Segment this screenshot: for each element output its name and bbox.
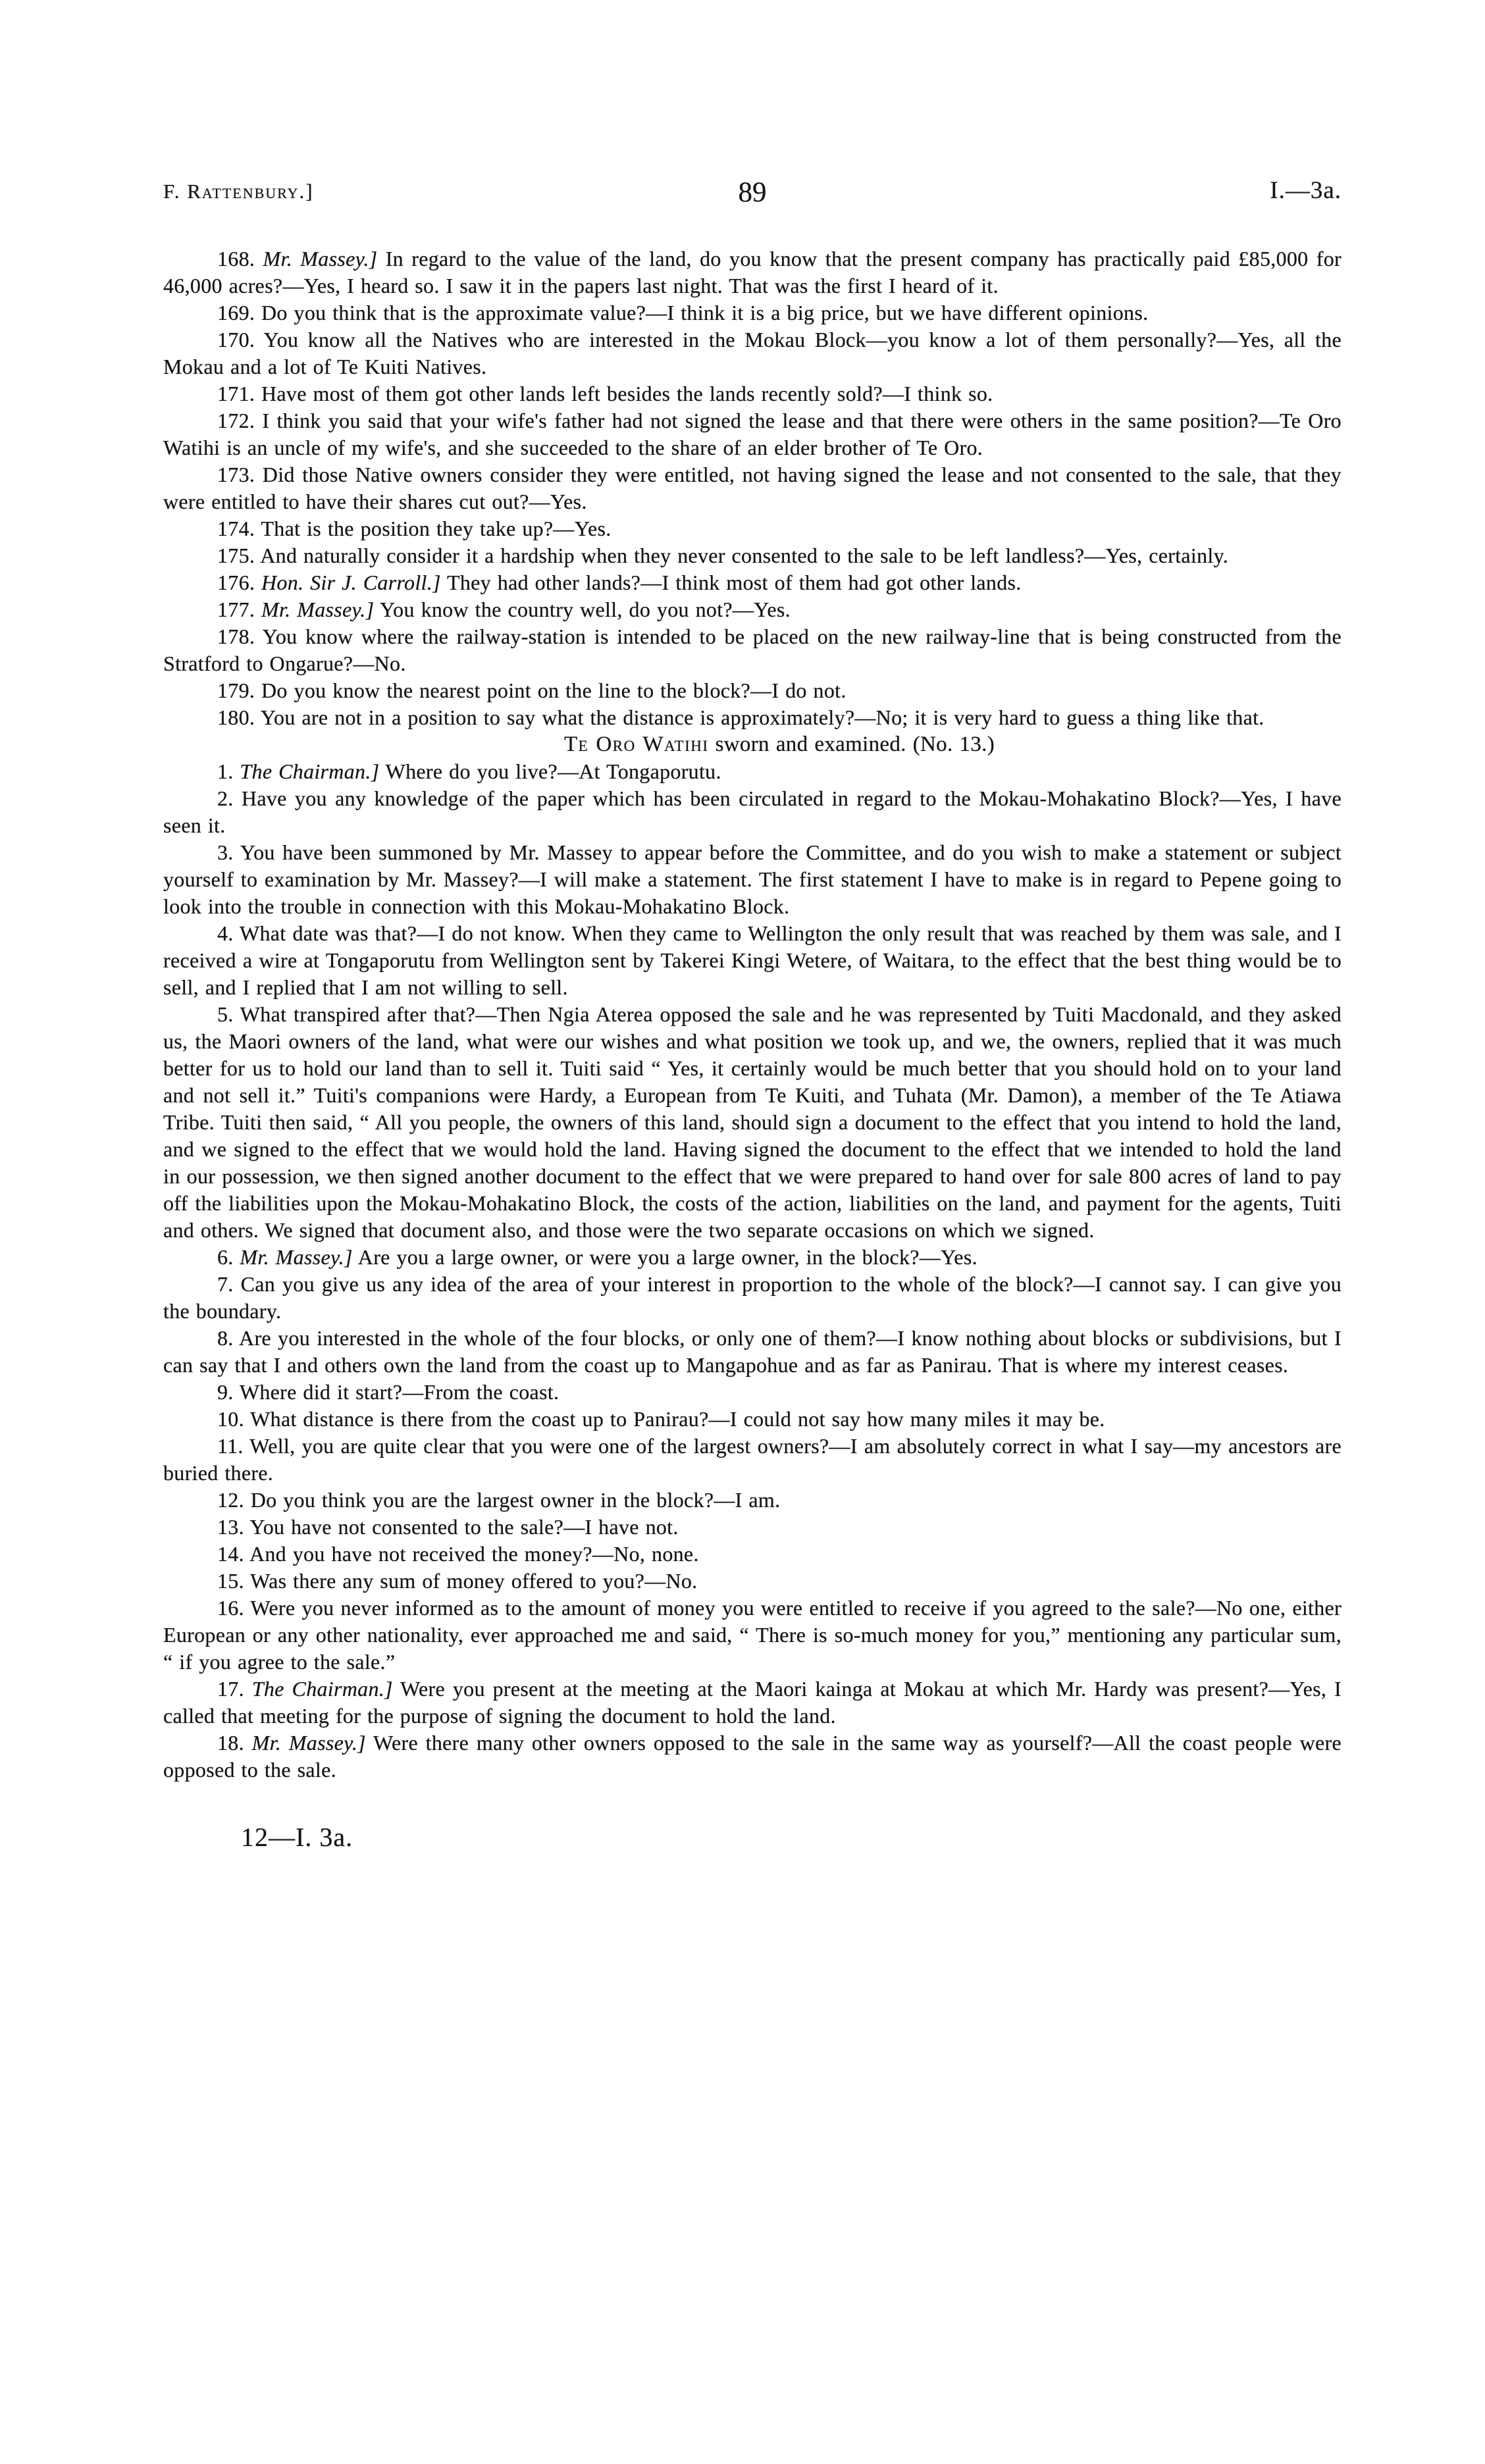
paper-reference: I.—3a. (1270, 177, 1342, 204)
qa-168: 168. Mr. Massey.] In regard to the value of the land, do you know that the present company has practically paid £85,000 for 46,000 acres?—Yes, I heard so. I saw it in the papers last night. That was the first I heard of it. (163, 247, 1342, 297)
qa-3: 3. You have been summoned by Mr. Massey to appear before the Committee, and do you wish to make a statement or subject yourself to examination by Mr. Massey?—I will make a statement. The first statement I have to make is in regard to Pepene going to look into the trouble in connection with this Mokau-Mohakatino Block. (163, 840, 1342, 918)
qa-8: 8. Are you interested in the whole of the four blocks, or only one of them?—I know nothing about blocks or subdivisions, but I can say that I and others own the land from the coast up to Mangapohue and as far as Panirau. That is where my interest ceases. (163, 1326, 1342, 1377)
witness-heading (163, 731, 1342, 758)
qa-9: 9. Where did it start?—From the coast. (217, 1380, 560, 1404)
qa-173: 173. Did those Native owners consider they were entitled, not having signed the lease and not consented to the sale, that they were entitled to have their shares cut out?—Yes. (163, 463, 1342, 513)
qa-2: 2. Have you any knowledge of the paper which has been circulated in regard to the Mokau-Mohakatino Block?—Yes, I have seen it. (163, 786, 1342, 837)
qa-5: 5. What transpired after that?—Then Ngia Aterea opposed the sale and he was represented by Tuiti Macdonald, and they asked us, the Maori owners of the land, what were our wishes and what position we took up, and we, the owners, replied that it was much better for us to hold our land than to sell it. Tuiti said “ Yes, it certainly would be much better that you should hold on to your land and not sell it.” Tuiti's companions were Hardy, a European from Te Kuiti, and Tuhata (Mr. Damon), a member of the Te Atiawa Tribe. Tuiti then said, “ All you people, the owners of this land, should sign a document to the effect that you intend to hold the land, and we signed to the effect that we would hold the land. Having signed the document to the effect that we intended to hold the land in our possession, we then signed another document to the effect that we were prepared to hand over for sale 800 acres of land to pay off the liabilities upon the Mokau-Mohakatino Block, the costs of the action, liabilities on the land, and payment for the agents, Tuiti and others. We signed that document also, and those were the two separate occasions on which we signed. (163, 1002, 1342, 1242)
qa-179: 179. Do you know the nearest point on the line to the block?—I do not. (217, 679, 847, 702)
qa-10: 10. What distance is there from the coast up to Panirau?—I could not say how many miles it may be. (217, 1407, 1105, 1431)
heading-rest: sworn and examined. (715, 732, 906, 756)
qa-7: 7. Can you give us any idea of the area of your interest in proportion to the whole of the block?—I cannot say. I can give you the boundary. (163, 1272, 1342, 1323)
qa-174: 174. That is the position they take up?—Yes. (217, 517, 612, 540)
header-witness-name: F. Rattenbury.] (163, 180, 314, 203)
qa-6: 6. Mr. Massey.] Are you a large owner, or were you a large owner, in the block?—Yes. (217, 1245, 977, 1269)
qa-180: 180. You are not in a position to say what the distance is approximately?—No; it is very hard to guess a thing like that. (217, 706, 1264, 729)
page-number: 89 (738, 177, 767, 208)
qa-16: 16. Were you never informed as to the amount of money you were entitled to receive if you agreed to the sale?—No one, either European or any other nationality, ever approached me and said, “ There is so-much money for you,” mentioning any particular sum, “ if you agree to the sale.” (163, 1596, 1342, 1674)
qa-176: 176. Hon. Sir J. Carroll.] They had other lands?—I think most of them had got other lands. (217, 571, 1022, 594)
qa-15: 15. Was there any sum of money offered to you?—No. (217, 1569, 698, 1593)
qa-170: 170. You know all the Natives who are interested in the Mokau Block—you know a lot of them personally?—Yes, all the Mokau and a lot of Te Kuiti Natives. (163, 328, 1342, 378)
qa-178: 178. You know where the railway-station is intended to be placed on the new railway-line that is being constructed from the Stratford to Ongarue?—No. (163, 625, 1342, 675)
qa-13: 13. You have not consented to the sale?—I have not. (217, 1515, 679, 1539)
qa-175: 175. And naturally consider it a hardship when they never consented to the sale to be left landless?—Yes, certainly. (217, 544, 1229, 567)
examination-1-body (163, 245, 1342, 1784)
qa-1: 1. The Chairman.] Where do you live?—At Tongaporutu. (217, 759, 721, 783)
qa-4: 4. What date was that?—I do not know. When they came to Wellington the only result that was reached by them was sale, and I received a wire at Tongaporutu from Wellington sent by Takerei Kingi Wetere, of Waitara, to the effect that the best thing would be to sell, and I replied that I am not willing to sell. (163, 921, 1342, 999)
qa-171: 171. Have most of them got other lands left besides the lands recently sold?—I think so. (217, 382, 993, 405)
qa-11: 11. Well, you are quite clear that you were one of the largest owners?—I am absolutely correct in what I say—my ancestors are buried there. (163, 1434, 1342, 1485)
page-footer-signature: 12—I. 3a. (241, 1822, 353, 1852)
qa-14: 14. And you have not received the money?—No, none. (217, 1542, 699, 1566)
witness-name: Te Oro Watihi (563, 732, 709, 756)
heading-number: (No. 13.) (912, 732, 995, 756)
qa-172: 172. I think you said that your wife's father had not signed the lease and that there were others in the same position?—Te Oro Watihi is an uncle of my wife's, and she succeeded to the share of an elder brother of Te Oro. (163, 409, 1342, 459)
qa-17: 17. The Chairman.] Were you present at the meeting at the Maori kainga at Mokau at which Mr. Hardy was present?—Yes, I called that meeting for the purpose of signing the document to hold the land. (163, 1677, 1342, 1728)
running-header (163, 176, 1342, 208)
qa-12: 12. Do you think you are the largest owner in the block?—I am. (217, 1488, 781, 1512)
qa-169: 169. Do you think that is the approximate value?—I think it is a big price, but we have different opinions. (217, 301, 1149, 324)
qa-177: 177. Mr. Massey.] You know the country well, do you not?—Yes. (217, 598, 791, 621)
qa-18: 18. Mr. Massey.] Were there many other owners opposed to the sale in the same way as yourself?—All the coast people were opposed to the sale. (163, 1731, 1342, 1782)
